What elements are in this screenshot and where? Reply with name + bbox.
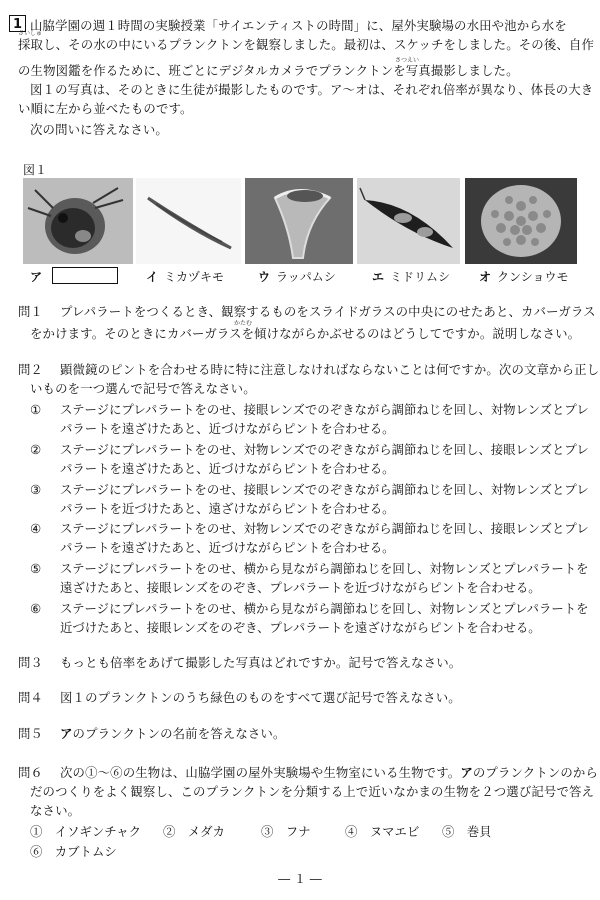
q2-option-6-line-1: ステージにプレパラートをのせ、横から見ながら調節ねじを回し、対物レンズとプレパラートを: [60, 601, 589, 616]
q1-line-1: プレパラートをつくるとき、観察するものをスライドガラスの中央にのせたあと、カバーガラス: [60, 304, 596, 319]
q2-label: 問２: [18, 362, 43, 377]
q1-label: 問１: [18, 304, 43, 319]
intro-line-5: い順に左から並べたものです。: [18, 101, 193, 116]
q6-choice-2: ② メダカ: [163, 824, 225, 839]
q2-option-1-line-2: パラートを遠ざけたあと、近づけながらピントを合わせる。: [60, 421, 395, 436]
q6-choice-1: ① イソギンチャク: [30, 824, 142, 839]
q2-option-4-line-2: パラートを遠ざけたあと、近づけながらピントを合わせる。: [60, 540, 395, 555]
page-number: ― １ ―: [278, 872, 322, 886]
intro-line-3: の生物図鑑を作るために、班ごとにデジタルカメラでプランクトンを写真撮影しました。: [18, 63, 519, 78]
q2-option-4-line-1: ステージにプレパラートをのせ、対物レンズでのぞきながら調節ねじを回し、接眼レンズとプレ: [60, 521, 589, 536]
photo-a-daphnia: [23, 178, 133, 264]
q2-option-6-mark: ⑥: [30, 601, 42, 616]
caption-a: ア: [30, 270, 43, 284]
photo-i-closterium: [136, 178, 241, 264]
ruby-satsuei: さつえい: [395, 57, 420, 64]
q2-line-1: 顕微鏡のピントを合わせる時に特に注意しなければならないことは何ですか。次の文章から正し: [60, 362, 600, 377]
q3-label: 問３: [18, 655, 43, 670]
q5-text: アのプランクトンの名前を答えなさい。: [60, 726, 286, 741]
q2-option-5-line-1: ステージにプレパラートをのせ、横から見ながら調節ねじを回し、対物レンズとプレパラートを: [60, 561, 589, 576]
ruby-saishu: さいしゅ: [18, 30, 43, 37]
q5-label: 問５: [18, 726, 43, 741]
q6-line-3: なさい。: [30, 803, 81, 818]
q6-choice-3: ③ フナ: [261, 824, 311, 839]
q4-label: 問４: [18, 690, 43, 705]
photo-e-euglena: [357, 178, 460, 264]
q2-line-2: いものを一つ選んで記号で答えなさい。: [30, 381, 256, 396]
q2-option-3-mark: ③: [30, 482, 42, 497]
caption-e: エ ミドリムシ: [372, 270, 451, 284]
q4-text: 図１のプランクトンのうち緑色のものをすべて選び記号で答えなさい。: [60, 690, 461, 705]
q6-choice-6: ⑥ カブトムシ: [30, 844, 117, 859]
intro-line-1: 山脇学園の週１時間の実験授業「サイエンティストの時間」に、屋外実験場の水田や池から水を: [30, 18, 567, 33]
q2-option-5-mark: ⑤: [30, 561, 42, 576]
question-number-box: 1: [9, 15, 26, 32]
q2-option-3-line-1: ステージにプレパラートをのせ、接眼レンズでのぞきながら調節ねじを回し、対物レンズとプレ: [60, 482, 589, 497]
caption-u: ウ ラッパムシ: [258, 270, 336, 284]
q2-option-1-mark: ①: [30, 402, 42, 417]
caption-i: イ ミカヅキモ: [146, 270, 225, 284]
q2-option-2-line-1: ステージにプレパラートをのせ、対物レンズでのぞきながら調節ねじを回し、接眼レンズとプレ: [60, 442, 589, 457]
q2-option-6-line-2: 近づけたあと、接眼レンズをのぞき、プレパラートを遠ざけながらピントを合わせる。: [60, 620, 541, 635]
q6-choice-4: ④ ヌマエビ: [345, 824, 420, 839]
ruby-katamuke: かたむ: [234, 320, 253, 327]
q6-line-1: 次の①～⑥の生物は、山脇学園の屋外実験場や生物室にいる生物です。アのプランクトンのから: [60, 765, 599, 780]
intro-line-2: 採取し、その水の中にいるプランクトンを観察しました。最初は、スケッチをしました。その後、自作: [18, 37, 594, 52]
intro-line-6: 次の問いに答えなさい。: [30, 122, 168, 137]
answer-blank-a[interactable]: [52, 267, 118, 284]
q6-label: 問６: [18, 765, 43, 780]
q6-line-2: だのつくりをよく観察し、このプランクトンを分類する上で近いなかまの生物を２つ選び記号で答え: [30, 784, 595, 799]
photo-o-pediastrum: [465, 178, 577, 264]
caption-o: オ クンショウモ: [479, 270, 569, 284]
q2-option-5-line-2: 遠ざけたあと、接眼レンズをのぞき、プレパラートを近づけながらピントを合わせる。: [60, 580, 541, 595]
q2-option-1-line-1: ステージにプレパラートをのせ、接眼レンズでのぞきながら調節ねじを回し、対物レンズとプレ: [60, 402, 589, 417]
q3-text: もっとも倍率をあげて撮影した写真はどれですか。記号で答えなさい。: [60, 655, 462, 670]
photo-u-stentor: [245, 178, 353, 264]
q2-option-3-line-2: パラートを近づけたあと、遠ざけながらピントを合わせる。: [60, 501, 395, 516]
q2-option-2-mark: ②: [30, 442, 42, 457]
intro-line-4: 図１の写真は、そのときに生徒が撮影したものです。ア～オは、それぞれ倍率が異なり、体長の大き: [30, 82, 594, 97]
q2-option-4-mark: ④: [30, 521, 42, 536]
q6-choice-5: ⑤ 巻貝: [442, 824, 492, 839]
figure-label: 図１: [23, 163, 48, 177]
q2-option-2-line-2: パラートを遠ざけたあと、近づけながらピントを合わせる。: [60, 461, 395, 476]
q1-line-2: をかけます。そのときにカバーガラスを傾けながらかぶせるのはどうしてですか。説明しなさい。: [30, 326, 581, 341]
